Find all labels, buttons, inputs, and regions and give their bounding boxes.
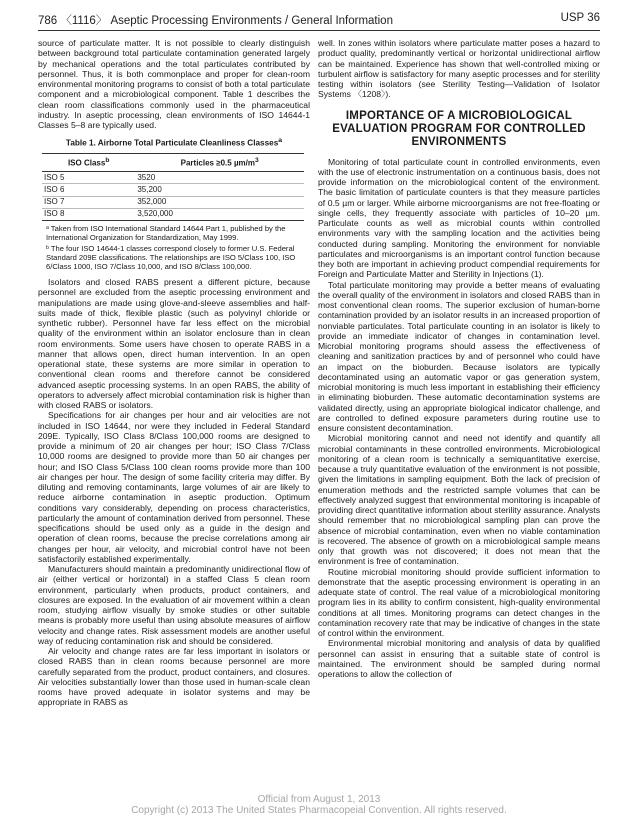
header-edition: USP 36 [560, 12, 600, 24]
table-cell-particles: 352,000 [135, 196, 304, 208]
left-paragraph-5: Air velocity and change rates are far less important in isolators or closed RABS than in clean rooms because personnel are more carefully separated from the product, product containers, and closures. Air velocities substantially lower than those used in human-scale clean rooms have proved adequate in isolator systems and may be appropriate in RABS as [38, 646, 310, 708]
table-row [42, 208, 304, 220]
table-header-particles-text: Particles ≥0.5 µm/m [180, 158, 255, 168]
running-header [38, 12, 600, 28]
copyright-footer [0, 794, 638, 816]
table-title [38, 136, 310, 149]
footer-official-date: Official from August 1, 2013 [257, 794, 381, 805]
right-paragraph-6: Environmental microbial monitoring and analysis of data by qualified personnel can assist in ensuring that a suitable state of control is maintained. The environment should be sampled during normal operations to allow the collection of [318, 638, 600, 679]
left-column [38, 38, 310, 708]
table-footnotes [46, 224, 310, 271]
left-paragraph-2: Isolators and closed RABS present a different picture, because personnel are excluded from the aseptic processing environment and manipulations are made using glove-and-sleeve assemblies and half-suits made of thick, flexible plastic (such as polyvinyl chloride or synthetic rubber). Personnel have far less effect on the microbial quality of the environment within an isolator enclosure than in clean room environments. Some users have chosen to operate RABS in a manner that allows open, direct human intervention. In an open operational state, these systems are more similar in operation to conventional clean rooms and therefore cannot be considered advanced aseptic processing systems. In an open RABS, the ability of operators to adversely affect microbial contamination risk is higher than with closed RABS or isolators. [38, 277, 310, 411]
table-cell-class: ISO 7 [42, 196, 135, 208]
table-header-iso-class [42, 154, 135, 172]
right-paragraph-2: Monitoring of total particulate count in controlled environments, even with the use of electronic instrumentation on a continuous basis, does not provide information on the microbiological content of the environment. The basic limitation of particulate counters is that they measure particles of 0.5 µm or larger. While airborne microorganisms are not free-floating or single cells, they frequently associate with particles of 10–20 µm. Particulate counts as well as microbial counts within controlled environments vary with the sampling location and the activities being conducted during sampling. Monitoring the environment for nonviable particulates and microorganisms is an important control function because they both are important in achieving product compendial requirements for Foreign and Particulate Matter and Sterility in Injections (1). [318, 156, 600, 280]
table-footnote-a: ᵃ Taken from ISO International Standard 14644 Part 1, published by the International Organization for Standardization, May 1999. [46, 224, 286, 243]
left-paragraph-4: Manufacturers should maintain a predominantly unidirectional flow of air (either vertical or horizontal) in a staffed Class 5 clean room environment, particularly when products, product containers, and closures are exposed. In the evaluation of air movement within a clean room, studying airflow visually by smoke studies or other suitable means is probably more useful than using absolute measures of airflow velocity and change rates. Risk assessment models are another useful way of reducing contamination risk and should be considered. [38, 564, 310, 646]
right-paragraph-4: Microbial monitoring cannot and need not identify and quantify all microbial contaminants in these controlled environments. Microbiological monitoring of a clean room is technically a semiquantitative exercise, because a truly quantitative evaluation of the environment is not possible, given the limitations in sampling equipment. Both the lack of precision of enumeration methods and the restricted sample volumes that can be effectively analyzed suggest that environmental monitoring is incapable of providing direct quantitative information about sterility assurance. Analysts should remember that no microbiological sampling plan can prove the absence of microbial contamination, even when no viable contamination is recovered. The absence of growth on a microbiological sample means only that growth was not discovered; it does not mean that the environment is free of contamination. [318, 433, 600, 567]
table-header-iso-class-text: ISO Class [67, 158, 106, 168]
left-paragraph-3: Specifications for air changes per hour and air velocities are not included in ISO 14644, nor were they included in Federal Standard 209E. Typically, ISO Class 8/Class 100,000 rooms are designed to provide a minimum of 20 air changes per hour; ISO Class 7/Class 10,000 rooms are designed to provide more than 50 air changes per hour; and ISO Class 5/Class 100 clean rooms provide more than 100 air changes per hour. The design of some facility criteria may differ. By diluting and removing contaminants, large volumes of air are likely to reduce airborne contamination in aseptic production. Optimum conditions vary considerably, depending on process characteristics, particularly the amount of contamination derived from personnel. These specifications should be used only as a guide in the design and operation of clean rooms, because the precise correlations among air changes per hour, air velocity, and microbial control have not been satisfactorily established experimentally. [38, 410, 310, 564]
table-cell-class: ISO 5 [42, 172, 135, 184]
header-title: 786 〈1116〉 Aseptic Processing Environments / General Information [38, 15, 393, 27]
table-cell-class: ISO 8 [42, 208, 135, 220]
right-column [318, 38, 600, 679]
right-paragraph-5: Routine microbial monitoring should provide sufficient information to demonstrate that the aseptic processing environment is operating in an adequate state of control. The real value of a microbiological monitoring program lies in its ability to confirm consistent, high-quality environmental conditions at all times. Monitoring programs can detect changes in the contamination recovery rate that may be indicative of changes in the state of control within the environment. [318, 566, 600, 638]
left-paragraph-1: source of particulate matter. It is not possible to clearly distinguish between background total particulate contamination generated largely by mechanical operations and the total particulates contributed by personnel. Thus, it is both commonplace and proper for clean-room environmental monitoring programs to consist of both a total particulate component and a microbiological component. Table 1 describes the clean room classifications commonly used in the pharmaceutical industry. In aseptic processing, clean environments of ISO 14644-1 Classes 5–8 are typically used. [38, 38, 310, 130]
table-cell-particles: 3,520,000 [135, 208, 304, 220]
table-row [42, 196, 304, 208]
right-paragraph-1: well. In zones within isolators where particulate matter poses a hazard to product quality, predominantly vertical or horizontal unidirectional airflow can be maintained. Experience has shown that well-controlled mixing or turbulent airflow is satisfactory for many aseptic processes and for sterility testing within isolators (see Sterility Testing—Validation of Isolator Systems 〈1208〉). [318, 38, 600, 100]
section-heading: IMPORTANCE OF A MICROBIOLOGICAL EVALUATION PROGRAM FOR CONTROLLED ENVIRONMENTS [332, 109, 586, 148]
table-row [42, 172, 304, 184]
table-header-particles [135, 154, 304, 172]
table-cell-particles: 35,200 [135, 184, 304, 196]
table-header-row [42, 154, 304, 172]
header-rule [38, 30, 600, 31]
table-title-text: Table 1. Airborne Total Particulate Cleanliness Classes [65, 138, 279, 148]
cleanliness-table [42, 153, 304, 221]
table-cell-particles: 3520 [135, 172, 304, 184]
table-row [42, 184, 304, 196]
table-footnote-b: ᵇ The four ISO 14644-1 classes correspond closely to former U.S. Federal Standard 209E classifications. The relationships are ISO 5/Class 100, ISO 6/Class 1000, ISO 7/Class 10,000, and ISO 8/Class 100,000. [46, 243, 296, 271]
footer-copyright: Copyright (c) 2013 The United States Pharmacopeial Convention. All rights reserved. [131, 805, 507, 816]
table-header-particles-sup: 3 [255, 157, 259, 165]
table-cell-class: ISO 6 [42, 184, 135, 196]
table-title-sup: a [278, 137, 283, 145]
table-header-iso-class-sup: b [105, 157, 110, 165]
right-paragraph-3: Total particulate monitoring may provide a better means of evaluating the overall quality of the environment in isolators and closed RABS than in most conventional clean rooms. The superior exclusion of human-borne contamination provided by an isolator results in an increased proportion of nonviable particulates. Total particulate counting in an isolator is likely to provide an immediate indicator of changes in contamination level. Microbial monitoring programs should assess the effectiveness of cleaning and sanitization practices by and of personnel who could have an impact on the bioburden. Because isolators are typically decontaminated using an automatic vapor or gas generation system, microbial monitoring is much less important in establishing their efficiency in eliminating bioburden. These automatic decontamination systems are validated directly, using an appropriate biological indicator challenge, and are controlled to defined exposure parameters during routine use to ensure consistent decontamination. [318, 279, 600, 433]
